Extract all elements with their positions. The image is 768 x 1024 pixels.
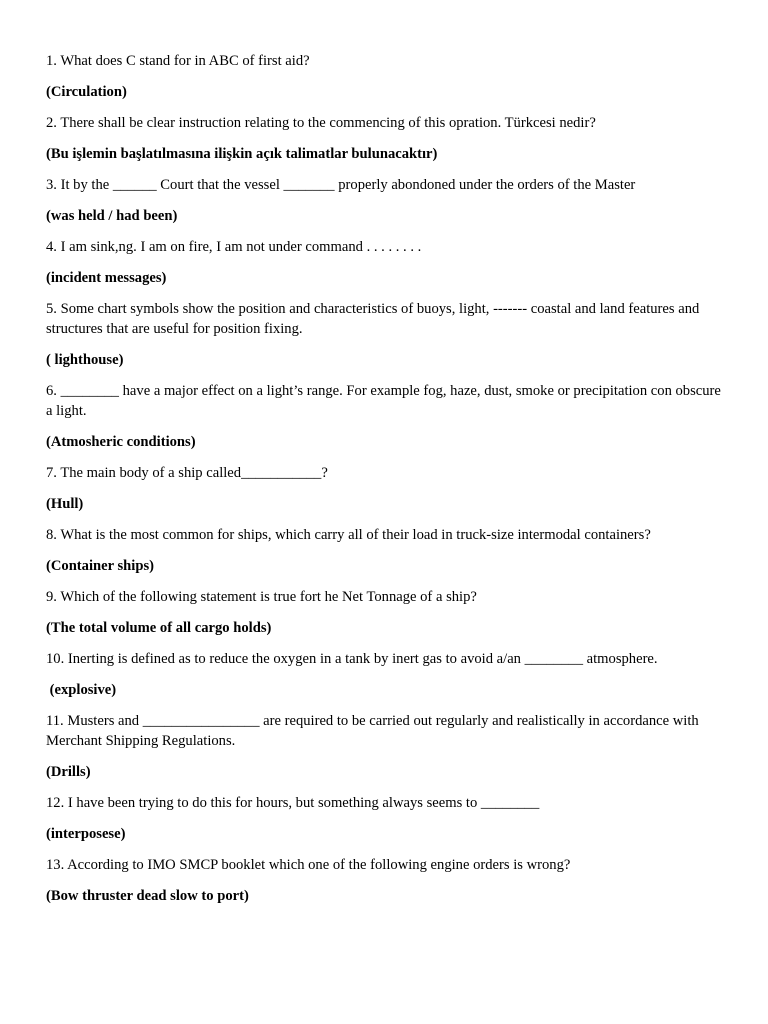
question-13: 13. According to IMO SMCP booklet which one of the following engine orders is wrong? [46, 857, 571, 873]
answer-12: (interposese) [46, 826, 126, 842]
question-7: 7. The main body of a ship called___________? [46, 465, 328, 481]
question-6: 6. ________ have a major effect on a light’s range. For example fog, haze, dust, smoke or precipitation con obscure a light. [46, 383, 721, 419]
question-10: 10. Inerting is defined as to reduce the oxygen in a tank by inert gas to avoid a/an ________ atmosphere. [46, 651, 658, 667]
answer-2: (Bu işlemin başlatılmasına ilişkin açık talimatlar bulunacaktır) [46, 146, 438, 162]
answer-11: (Drills) [46, 764, 91, 780]
answer-6: (Atmosheric conditions) [46, 434, 196, 450]
question-2: 2. There shall be clear instruction relating to the commencing of this opration. Türkcesi nedir? [46, 115, 596, 131]
answer-4: (incident messages) [46, 270, 167, 286]
answer-7: (Hull) [46, 496, 84, 512]
question-12: 12. I have been trying to do this for hours, but something always seems to ________ [46, 795, 540, 811]
question-11: 11. Musters and ________________ are required to be carried out regularly and realistically in accordance with Merchant Shipping Regulations. [46, 713, 699, 749]
answer-3: (was held / had been) [46, 208, 178, 224]
answer-5: ( lighthouse) [46, 352, 124, 368]
question-8: 8. What is the most common for ships, which carry all of their load in truck-size intermodal containers? [46, 527, 651, 543]
answer-13: (Bow thruster dead slow to port) [46, 888, 249, 904]
answer-8: (Container ships) [46, 558, 154, 574]
answer-9: (The total volume of all cargo holds) [46, 620, 272, 636]
question-3: 3. It by the ______ Court that the vessel _______ properly abondoned under the orders of the Master [46, 177, 636, 193]
answer-1: (Circulation) [46, 84, 127, 100]
question-5: 5. Some chart symbols show the position and characteristics of buoys, light, ------- coastal and land features and structures that are useful for position fixing. [46, 301, 700, 337]
question-1: 1. What does C stand for in ABC of first aid? [46, 53, 310, 69]
question-9: 9. Which of the following statement is true fort he Net Tonnage of a ship? [46, 589, 477, 605]
answer-10: (explosive) [46, 682, 117, 698]
question-4: 4. I am sink,ng. I am on fire, I am not under command . . . . . . . . [46, 239, 422, 255]
question-list [46, 51, 722, 917]
